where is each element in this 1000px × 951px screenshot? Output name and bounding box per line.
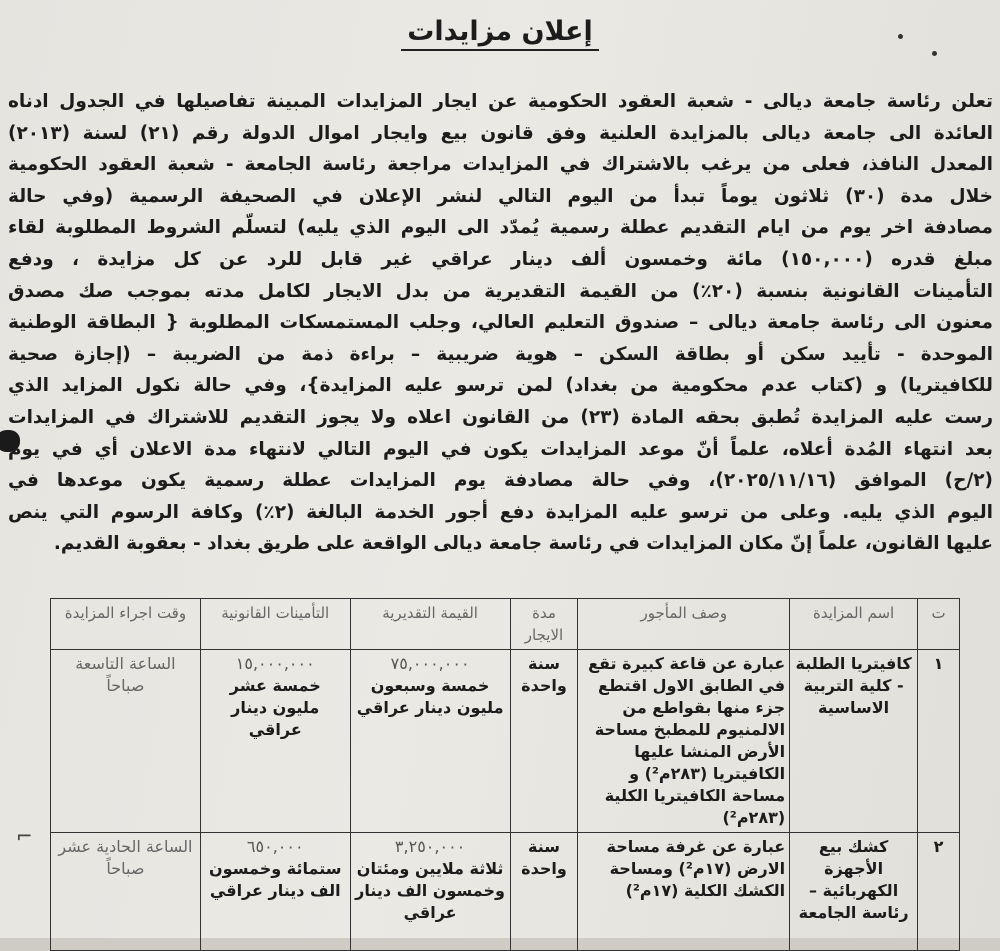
page-title: إعلان مزايدات bbox=[0, 16, 1000, 47]
auctions-table bbox=[50, 598, 960, 951]
header-auction-time: وقت اجراء المزايدة bbox=[51, 599, 201, 650]
auction-name: كافيتريا الطلبة - كلية التربية الاساسية bbox=[790, 650, 918, 833]
paragraph-line: للكافيتريا) و (كتاب عدم محكومية من بغداد) لمن ترسو عليه المزايدة}، وفي حالة نكول المزايد الذي bbox=[8, 375, 993, 397]
rental-duration: سنة واحدة bbox=[510, 650, 578, 833]
value-number: ٣,٢٥٠,٠٠٠ bbox=[394, 837, 466, 856]
estimated-value bbox=[350, 833, 510, 951]
paragraph-line: عليها القانون، علماً إنّ مكان المزايدات في رئاسة جامعة ديالى الواقعة على طريق بغداد - بعقوبة القديم. bbox=[53, 533, 993, 555]
row-number: ١ bbox=[918, 650, 960, 833]
announcement-paragraph bbox=[8, 86, 993, 560]
header-deposit: التأمينات القانونية bbox=[200, 599, 350, 650]
paragraph-line: تعلن رئاسة جامعة ديالى - شعبة العقود الحكومية عن ايجار المزايدات المبينة تفاصيلها في الجدول ادناه bbox=[8, 91, 993, 112]
table-row bbox=[51, 833, 960, 951]
paragraph-line: مصادفة اخر يوم من ايام التقديم عطلة رسمية يُمدّد الى اليوم الذي يليه) لتسلّم الشروط المطلوبة لقاء bbox=[8, 217, 993, 239]
auction-time: الساعة التاسعة صباحاً bbox=[51, 650, 201, 833]
rental-duration: سنة واحدة bbox=[510, 833, 578, 951]
deposit-words: ستمائة وخمسون الف دينار عراقي bbox=[209, 859, 342, 900]
property-description: عبارة عن غرفة مساحة الارض (١٧م²) ومساحة الكشك الكلية (١٧م²) bbox=[578, 833, 790, 951]
legal-deposit bbox=[200, 650, 350, 833]
estimated-value bbox=[350, 650, 510, 833]
header-duration: مدة الايجار bbox=[510, 599, 578, 650]
legal-deposit bbox=[200, 833, 350, 951]
header-description: وصف المأجور bbox=[578, 599, 790, 650]
header-estimated-value: القيمة التقديرية bbox=[350, 599, 510, 650]
paragraph-line: الموحدة - تأييد سكن أو بطاقة السكن – هوية ضريبية – براءة ذمة من الضريبة – (إجازة صحية bbox=[8, 343, 993, 365]
paragraph-line: مبلغ قدره (١٥٠,٠٠٠) مائة وخمسون ألف دينار عراقي غير قابل للرد عن كل مزايدة ، ودفع bbox=[8, 248, 993, 270]
auction-time: الساعة الحادية عشر صباحاً bbox=[51, 833, 201, 951]
paragraph-line: العائدة الى جامعة ديالى بالمزايدة العلنية وفق قانون بيع وايجار اموال الدولة رقم (٢١) لسنة (٢٠١٣) bbox=[8, 122, 993, 144]
paragraph-line: المعدل النافذ، فعلى من يرغب بالاشتراك في المزايدات مراجعة رئاسة الجامعة - شعبة العقود الحكومية bbox=[8, 154, 993, 176]
value-number: ٧٥,٠٠٠,٠٠٠ bbox=[390, 654, 470, 673]
paragraph-line: اليوم الذي يليه. وعلى من ترسو عليه المزايدة دفع أجور الخدمة البالغة (٢٪) وكافة الرسوم التي ينص bbox=[8, 501, 993, 523]
deposit-words: خمسة عشر مليون دينار عراقي bbox=[229, 676, 321, 739]
paragraph-line: معنون الى رئاسة جامعة ديالى – صندوق التعليم العالي، وجلب المستمسكات المطلوبة { البطاقة الوطنية bbox=[8, 312, 993, 334]
row-number: ٢ bbox=[918, 833, 960, 951]
header-auction-name: اسم المزايدة bbox=[790, 599, 918, 650]
table-row bbox=[51, 650, 960, 833]
deposit-number: ٦٥٠,٠٠٠ bbox=[246, 837, 304, 856]
deposit-number: ١٥,٠٠٠,٠٠٠ bbox=[235, 654, 315, 673]
ink-dot bbox=[898, 34, 903, 39]
property-description: عبارة عن قاعة كبيرة تقع في الطابق الاول اقتطع جزء منها بقواطع من الالمنيوم للمطبخ مساحة الأرض المنشا عليها الكافيتريا (٢٨٣م²) و مساحة الكافيتريا الكلية (٢٨٣م²) bbox=[578, 650, 790, 833]
table-header-row bbox=[51, 599, 960, 650]
value-words: ثلاثة ملايين ومئتان وخمسون الف دينار عراقي bbox=[355, 859, 505, 922]
paragraph-line: بعد انتهاء المُدة أعلاه، علماً أنّ موعد المزايدات يكون في اليوم التالي لانتهاء مدة الاعلان أي في يوم bbox=[8, 438, 993, 460]
header-number: ت bbox=[918, 599, 960, 650]
auction-name: كشك بيع الأجهزة الكهربائية – رئاسة الجامعة bbox=[790, 833, 918, 951]
ink-dot bbox=[932, 51, 937, 56]
paragraph-line: التأمينات القانونية بنسبة (٢٠٪) من القيمة التقديرية من بدل الايجار لكامل مدته بموجب صك مصدق bbox=[8, 280, 993, 302]
paragraph-line: (٢/ح) الموافق (٢٠٢٥/١١/١٦)، وفي حالة مصادفة يوم المزايدات عطلة رسمية يكون موعدها في bbox=[8, 470, 993, 492]
pen-mark: ⌐ bbox=[16, 824, 33, 848]
value-words: خمسة وسبعون مليون دينار عراقي bbox=[356, 676, 504, 717]
paragraph-line: رست عليه المزايدة تُطبق بحقه المادة (٢٣) من القانون اعلاه ولا يجوز التقديم للاشتراك في المزايدات bbox=[8, 406, 993, 428]
paragraph-line: خلال مدة (٣٠) ثلاثون يوماً تبدأ من اليوم التالي لنشر الإعلان في الصحيفة الرسمية (وفي حالة bbox=[8, 185, 993, 207]
